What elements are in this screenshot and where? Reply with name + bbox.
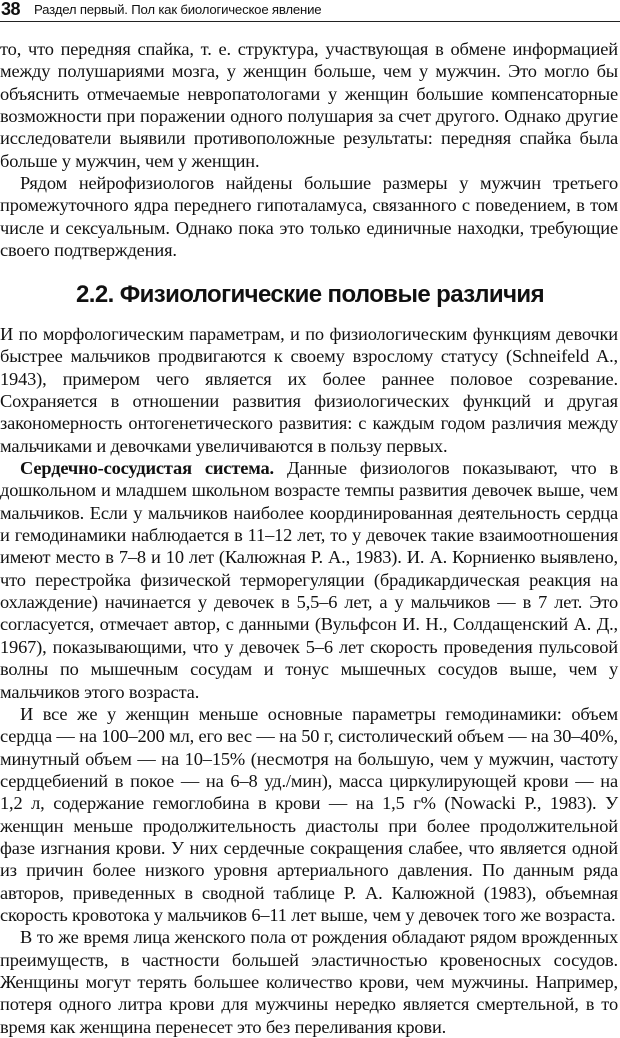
paragraph: И по морфологическим параметрам, и по физиологическим функциям девочки быстрее мальчиков продвигаются к своему взрослому статусу (Schneifeld A., 1943), примером чего является их более раннее половое созревание. Сохраняется в отношении развития физиологических функций и другая закономерность онтогенетического развития: с каждым годом различия между мальчиками и девочками увеличиваются в пользу первых.: [0, 324, 618, 456]
running-head: [0, 0, 620, 24]
section-heading: 2.2. Физиологические половые различия: [76, 281, 544, 308]
page-number: 38: [1, 0, 21, 19]
text-block-after-heading: [0, 323, 618, 1038]
paragraph: то, что передняя спайка, т. е. структура, участвующая в обмене информацией между полушариями мозга, у женщин больше, чем у мужчин. Это могло бы объяснить отмечаемые невропатологами у женщин большие компенсаторные возможности при поражении одного полушария за счет другого. Однако другие исследователи выявили противоположные результаты: передняя спайка была больше у мужчин, чем у женщин.: [0, 39, 618, 171]
run-in-heading: Сердечно-сосудистая система.: [20, 458, 274, 479]
paragraph-cardiovascular: [0, 457, 618, 703]
paragraph-text: Данные физиологов показывают, что в дошкольном и младшем школьном возрасте темпы развития девочек выше, чем мальчиков. Если у мальчиков наиболее координированная деятельность сердца и гемодинамики наблюдается в 11–12 лет, то у девочек такие взаимоотношения имеют место в 7–8 и 10 лет (Калюжная Р. А., 1983). И. А. Корниенко выявлено, что перестройка физической терморегуляции (брадикардическая реакция на охлаждение) начинается у девочек в 5,5–6 лет, а у мальчиков — в 7 лет. Это согласуется, отмечает автор, с данными (Вульфсон И. Н., Солдащенский А. Д., 1967), показывающими, что у девочек 5–6 лет скорость проведения пульсовой волны по мышечным сосудам и тонус мышечных сосудов выше, чем у мальчиков этого возраста.: [0, 458, 618, 702]
text-block-before-heading: [0, 38, 618, 261]
running-title: Раздел первый. Пол как биологическое явление: [34, 2, 322, 17]
paragraph: Рядом нейрофизиологов найдены большие размеры у мужчин третьего промежуточного ядра переднего гипоталамуса, связанного с поведением, в том числе и сексуальным. Однако пока это только единичные находки, требующие своего подтверждения.: [0, 173, 618, 261]
header-rule: [0, 21, 620, 22]
paragraph: В то же время лица женского пола от рождения обладают рядом врожденных преимуществ, в частности большей эластичностью кровеносных сосудов. Женщины могут терять большее количество крови, чем мужчины. Например, потеря одного литра крови для мужчины нередко является смертельной, в то время как женщина перенесет это без переливания крови.: [0, 927, 618, 1037]
paragraph: И все же у женщин меньше основные параметры гемодинамики: объем сердца — на 100–200 мл, его вес — на 50 г, систолический объем — на 30–40%, минутный объем — на 10–15% (несмотря на большую, чем у мужчин, частоту сердцебиений в покое — на 6–8 уд./мин), масса циркулирующей крови — на 1,2 л, содержание гемоглобина в крови — на 1,5 г% (Nowacki P., 1983). У женщин меньше продолжительность диастолы при более продолжительной фазе изгнания крови. У них сердечные сокращения слабее, что является одной из причин более низкого уровня артериального давления. По данным ряда авторов, приведенных в сводной таблице Р. А. Калюжной (1983), объемная скорость кровотока у мальчиков 6–11 лет выше, чем у девочек того же возраста.: [0, 703, 618, 925]
